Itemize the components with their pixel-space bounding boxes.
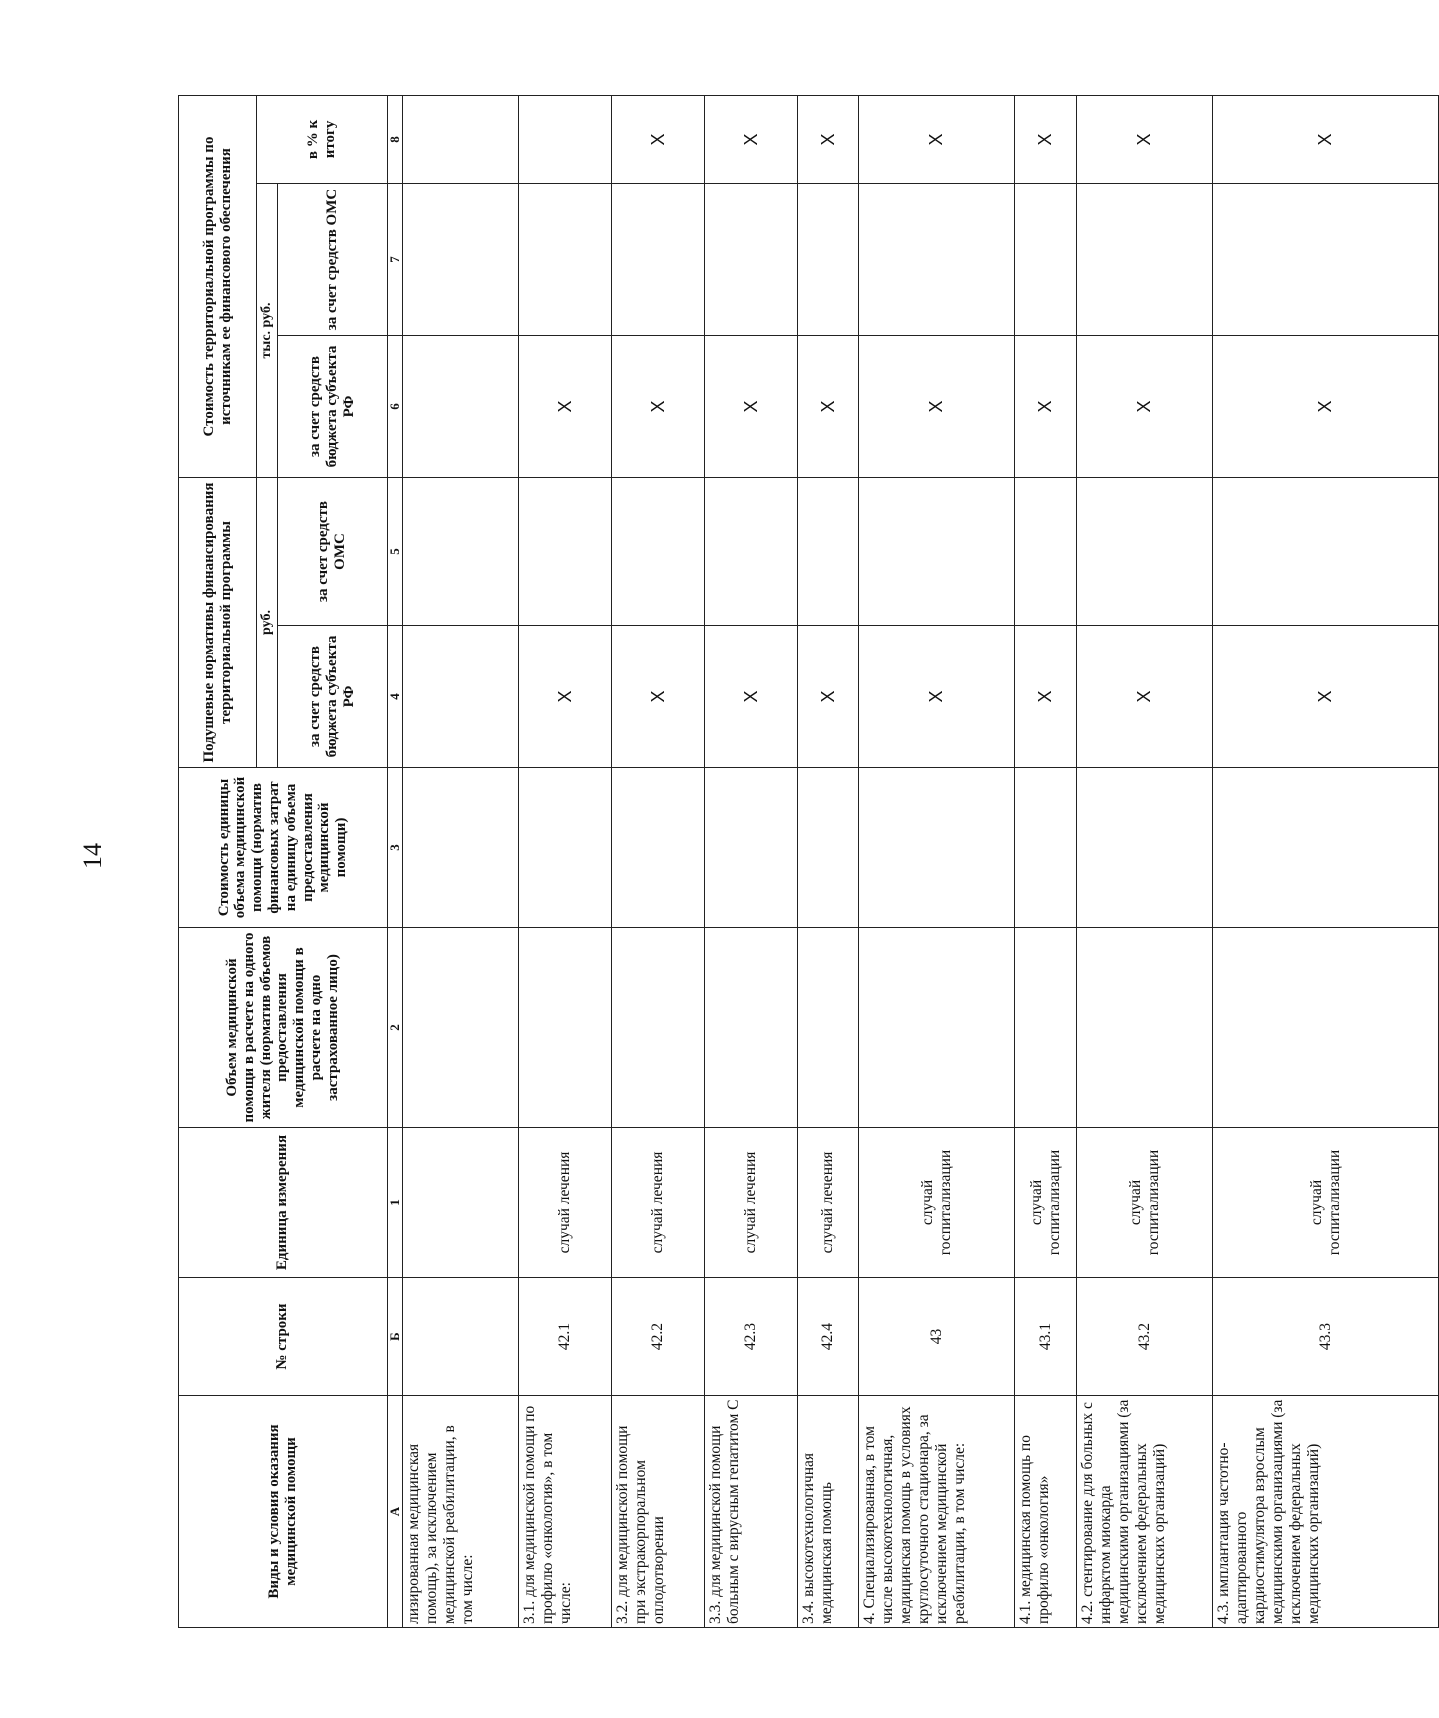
table-row <box>798 95 859 1627</box>
table-row <box>859 95 1015 1627</box>
column-number: 8 <box>387 95 403 183</box>
row-per-capita-oms <box>612 478 705 626</box>
row-unit: случай госпитализации <box>859 1128 1015 1278</box>
row-cost-budget: X <box>1015 336 1077 478</box>
table-row <box>1213 95 1439 1627</box>
row-per-capita-budget: X <box>798 626 859 768</box>
header-kinds: Виды и условия оказания медицинской помощи <box>179 1396 388 1628</box>
row-unit <box>403 1128 519 1278</box>
row-unit: случай госпитализации <box>1213 1128 1439 1278</box>
row-cost-budget: X <box>1213 336 1439 478</box>
row-unit-cost <box>859 768 1015 928</box>
row-cost-budget: X <box>519 336 612 478</box>
row-line-number: 42.2 <box>612 1278 705 1396</box>
row-unit-cost <box>612 768 705 928</box>
row-per-capita-oms <box>1077 478 1213 626</box>
row-line-number: 42.1 <box>519 1278 612 1396</box>
row-cost-oms <box>1077 184 1213 336</box>
header-cost-unit: тыс. руб. <box>257 184 278 478</box>
row-cost-oms <box>519 184 612 336</box>
row-unit-cost <box>1213 768 1439 928</box>
header-per-capita-group: Подушевые нормативы финансирования территориальной программы <box>179 478 257 768</box>
row-unit-cost <box>705 768 798 928</box>
row-cost-oms <box>859 184 1015 336</box>
row-percent-total: X <box>1213 95 1439 183</box>
column-number: 7 <box>387 184 403 336</box>
row-percent-total: X <box>1015 95 1077 183</box>
table-row <box>612 95 705 1627</box>
column-number: 2 <box>387 928 403 1128</box>
row-per-capita-oms <box>1015 478 1077 626</box>
header-percent-total: в % к итогу <box>257 95 388 183</box>
row-description: 3.4. высокотехнологичная медицинская помощь <box>798 1396 859 1628</box>
row-per-capita-budget: X <box>612 626 705 768</box>
row-percent-total: X <box>1077 95 1213 183</box>
header-oms-5: за счет средств ОМС <box>277 478 387 626</box>
row-line-number: 43.1 <box>1015 1278 1077 1396</box>
row-cost-budget: X <box>798 336 859 478</box>
table-row <box>705 95 798 1627</box>
column-number: 3 <box>387 768 403 928</box>
row-volume <box>705 928 798 1128</box>
row-per-capita-budget: X <box>705 626 798 768</box>
row-description: 4.2. стентирование для больных с инфарктом миокарда медицинскими организациями (за исключением федеральных медицинских организаций) <box>1077 1396 1213 1628</box>
row-cost-oms <box>403 184 519 336</box>
table-row <box>1077 95 1213 1627</box>
row-line-number: 43.2 <box>1077 1278 1213 1396</box>
row-unit-cost <box>519 768 612 928</box>
row-per-capita-budget: X <box>1077 626 1213 768</box>
row-unit-cost <box>1077 768 1213 928</box>
row-percent-total: X <box>859 95 1015 183</box>
row-percent-total: X <box>612 95 705 183</box>
row-description: лизированная медицинская помощь), за исключением медицинской реабилитации, в том числе: <box>403 1396 519 1628</box>
header-cost-group: Стоимость территориальной программы по источникам ее финансового обеспечения <box>179 95 257 477</box>
row-unit-cost <box>1015 768 1077 928</box>
row-unit: случай лечения <box>519 1128 612 1278</box>
row-unit: случай госпитализации <box>1015 1128 1077 1278</box>
row-per-capita-budget <box>403 626 519 768</box>
column-number: Б <box>387 1278 403 1396</box>
row-line-number: 43.3 <box>1213 1278 1439 1396</box>
row-per-capita-oms <box>705 478 798 626</box>
header-volume: Объем медицинской помощи в расчете на одного жителя (норматив объемов предоставления медицинской помощи в расчете на одно застрахованное лицо) <box>179 928 388 1128</box>
row-cost-oms <box>1015 184 1077 336</box>
row-cost-oms <box>612 184 705 336</box>
row-description: 4. Специализированная, в том числе высокотехнологичная, медицинская помощь в условиях круглосуточного стационара, за исключением медицинской реабилитации, в том числе: <box>859 1396 1015 1628</box>
row-description: 4.3. имплантация частотно-адаптированного кардиостимулятора взрослым медицинскими организациями (за исключением федеральных медицинских организаций) <box>1213 1396 1439 1628</box>
financing-table <box>178 95 1439 1628</box>
row-per-capita-oms <box>519 478 612 626</box>
row-per-capita-oms <box>403 478 519 626</box>
row-per-capita-oms <box>798 478 859 626</box>
table-row <box>403 95 519 1627</box>
row-cost-budget: X <box>705 336 798 478</box>
header-budget-rf-6: за счет средств бюджета субъекта РФ <box>277 336 387 478</box>
header-line-number: № строки <box>179 1278 388 1396</box>
table-row <box>519 95 612 1627</box>
row-per-capita-budget: X <box>1213 626 1439 768</box>
column-number: А <box>387 1396 403 1628</box>
row-unit: случай госпитализации <box>1077 1128 1213 1278</box>
row-cost-budget: X <box>1077 336 1213 478</box>
row-cost-oms <box>705 184 798 336</box>
row-line-number: 42.3 <box>705 1278 798 1396</box>
row-per-capita-budget: X <box>519 626 612 768</box>
header-oms-7: за счет средств ОМС <box>277 184 387 336</box>
row-description: 4.1. медицинская помощь по профилю «онкология» <box>1015 1396 1077 1628</box>
column-number: 6 <box>387 336 403 478</box>
row-cost-budget: X <box>612 336 705 478</box>
row-unit-cost <box>798 768 859 928</box>
row-line-number: 43 <box>859 1278 1015 1396</box>
row-unit: случай лечения <box>798 1128 859 1278</box>
row-unit-cost <box>403 768 519 928</box>
row-percent-total <box>403 95 519 183</box>
row-volume <box>403 928 519 1128</box>
rotated-table-wrapper <box>178 96 1439 1628</box>
column-number: 4 <box>387 626 403 768</box>
row-volume <box>1077 928 1213 1128</box>
row-per-capita-oms <box>859 478 1015 626</box>
row-line-number <box>403 1278 519 1396</box>
row-percent-total: X <box>798 95 859 183</box>
table-row <box>1015 95 1077 1627</box>
row-volume <box>859 928 1015 1128</box>
row-volume <box>519 928 612 1128</box>
page-number: 14 <box>78 843 107 869</box>
row-cost-budget <box>403 336 519 478</box>
column-number: 5 <box>387 478 403 626</box>
row-unit: случай лечения <box>612 1128 705 1278</box>
header-unit: Единица измерения <box>179 1128 388 1278</box>
row-cost-budget: X <box>859 336 1015 478</box>
row-per-capita-budget: X <box>859 626 1015 768</box>
row-description: 3.1. для медицинской помощи по профилю «онкология», в том числе: <box>519 1396 612 1628</box>
header-per-capita-unit: руб. <box>257 478 278 768</box>
row-line-number: 42.4 <box>798 1278 859 1396</box>
header-unit-cost: Стоимость единицы объема медицинской помощи (норматив финансовых затрат на единицу объема предоставления медицинской помощи) <box>179 768 388 928</box>
row-volume <box>612 928 705 1128</box>
row-cost-oms <box>1213 184 1439 336</box>
row-per-capita-budget: X <box>1015 626 1077 768</box>
row-cost-oms <box>798 184 859 336</box>
row-description: 3.2. для медицинской помощи при экстракорпоральном оплодотворении <box>612 1396 705 1628</box>
row-percent-total <box>519 95 612 183</box>
row-volume <box>1015 928 1077 1128</box>
row-percent-total: X <box>705 95 798 183</box>
row-unit: случай лечения <box>705 1128 798 1278</box>
row-description: 3.3. для медицинской помощи больным с вирусным гепатитом С <box>705 1396 798 1628</box>
column-number: 1 <box>387 1128 403 1278</box>
row-volume <box>798 928 859 1128</box>
row-per-capita-oms <box>1213 478 1439 626</box>
header-budget-rf-4: за счет средств бюджета субъекта РФ <box>277 626 387 768</box>
row-volume <box>1213 928 1439 1128</box>
